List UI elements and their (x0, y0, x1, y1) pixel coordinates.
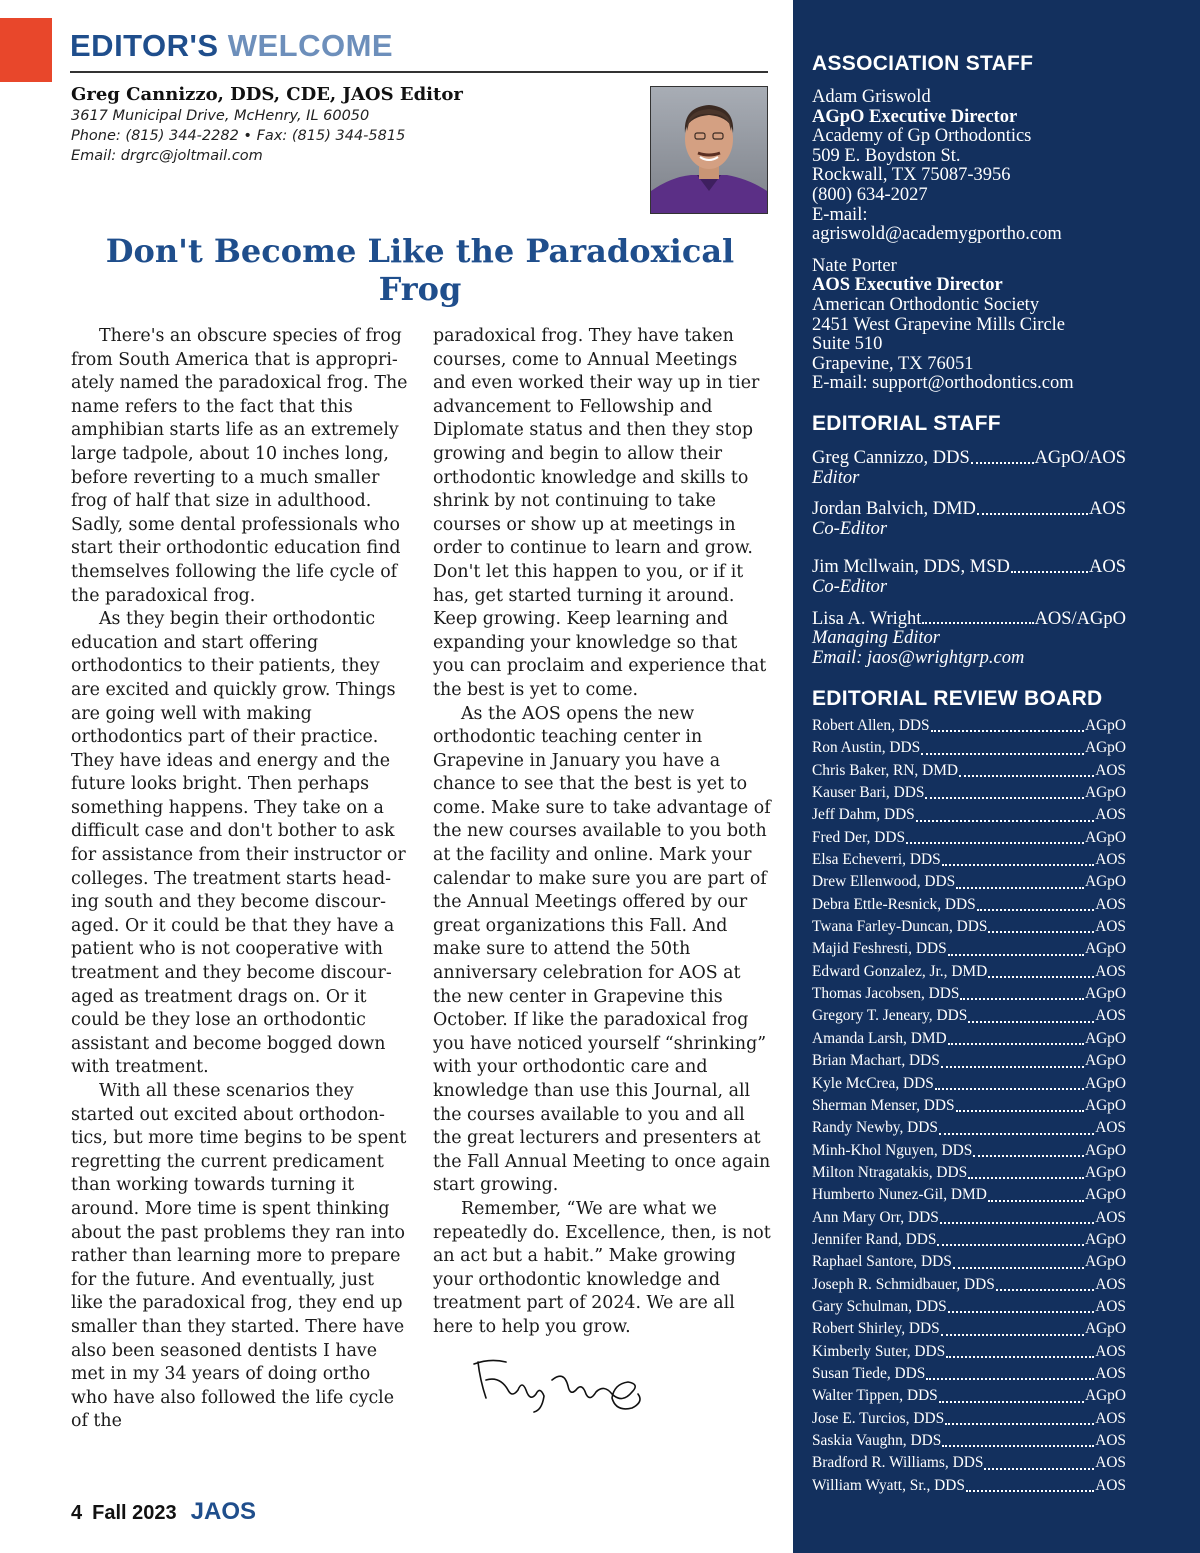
review-board-org: AGpO (1084, 717, 1126, 734)
review-board-row (812, 895, 1126, 917)
article-paragraph: As the AOS opens the new orthodontic teaching center in Grapevine in January you have a chance to see that the best is yet to come. Make sure to take advantage of the new courses available to you both at the facility and online. Mark your calendar to make sure you are part of the Annual Meetings offered by our great organizations this Fall. And make sure to attend the 50th anniversary celebration for AOS at the new center in Grapevine this October. If like the paradoxical frog you have noticed yourself “shrinking” with your orthodontic care and knowledge than use this Journal, all the courses available to you and all the great lecturers and presenters at the Fall Annual Meeting to once again start growing. (433, 703, 771, 1196)
review-board-name: Brian Machart, DDS (812, 1052, 940, 1070)
dot-leader (984, 1453, 1094, 1469)
review-board-name: Majid Feshresti, DDS (812, 940, 947, 958)
dot-leader (945, 1409, 1094, 1425)
review-board-name: Fred Der, DDS (812, 828, 905, 846)
editorial-name: Greg Cannizzo, DDS (812, 448, 970, 468)
section-title-word1: EDITOR'S (70, 28, 219, 63)
review-board-row (812, 1297, 1126, 1319)
review-board-org: AGpO (1084, 739, 1126, 757)
review-board-name: Sherman Menser, DDS (812, 1096, 955, 1114)
page-footer (71, 1498, 256, 1526)
review-board-org: AGpO (1084, 1186, 1126, 1204)
agpo-email: agriswold@academygportho.com (812, 224, 1062, 245)
review-board-row (812, 917, 1126, 939)
section-title-word2: WELCOME (227, 28, 394, 63)
review-board-name: Drew Ellenwood, DDS (812, 873, 956, 891)
editorial-name: Lisa A. Wright (812, 608, 922, 629)
review-board-org: AGpO (1084, 1096, 1126, 1114)
review-board-name: Susan Tiede, DDS (812, 1364, 926, 1382)
review-board-row (812, 1096, 1126, 1118)
association-staff-heading: ASSOCIATION STAFF (812, 52, 1034, 75)
agpo-name: Adam Griswold (812, 87, 931, 107)
review-board-name: Ron Austin, DDS (812, 739, 921, 757)
article-paragraph: paradoxical frog. They have taken courses, come to Annual Meetings and even worked their way up in tier advancement to Fellowship and Diplomate status and then they stop growing and begin to allow their orthodontic knowledge and skills to shrink by not continuing to take courses or show up at meetings in order to continue to learn and grow. Don't let this happen to you, or if it has, get started turning it around. Keep growing. Keep learning and expanding your knowledge so that you can proclaim and experience that the best is yet to come. (433, 326, 767, 700)
dot-leader (941, 1051, 1084, 1067)
review-board-name: Elsa Echeverri, DDS (812, 851, 941, 869)
review-board-org: AOS (1095, 918, 1126, 936)
review-board-org: AOS (1095, 1297, 1126, 1315)
review-board-row (812, 1252, 1126, 1274)
editorial-entry (812, 449, 1132, 488)
dot-leader (960, 984, 1083, 1000)
editorial-role: Co-Editor (812, 576, 888, 597)
dot-leader (941, 1319, 1084, 1335)
article-paragraph: As they begin their orthodontic education and start offering orthodontics to their patients, they are excited and quickly grow. Things are going well with making orthodontics part of their practice. They have ideas and energy and the future looks bright. Then perhaps something happens. They take on a difficult case and don't bother to ask for assistance from their instructor or colleges. The treatment starts heading south and they become discouraged. Or it could be that they have a patient who is not cooperative with treatment and they become discouraged as treatment drags on. Or it could be they lose an orthodontic assistant and become bogged down with treatment. (71, 609, 406, 1078)
staff-sidebar (793, 0, 1200, 1553)
dot-leader (935, 1074, 1084, 1090)
review-board-name: Ann Mary Orr, DDS (812, 1208, 939, 1226)
association-staff (812, 52, 1132, 394)
dot-leader (948, 939, 1084, 955)
aos-email: E-mail: support@orthodontics.com (812, 373, 1074, 394)
review-board-name: Saskia Vaughn, DDS (812, 1432, 942, 1449)
review-board-name: Kyle McCrea, DDS (812, 1074, 934, 1092)
review-board-row (812, 962, 1126, 984)
review-board-org: AOS (1095, 1476, 1126, 1494)
aos-street: 2451 West Grapevine Mills Circle (812, 314, 1066, 335)
review-board-org: AGpO (1084, 1320, 1126, 1338)
dot-leader (968, 1006, 1094, 1022)
editorial-org: AGpO/AOS (1034, 448, 1126, 468)
dot-leader (931, 716, 1084, 732)
review-board-row (812, 1319, 1126, 1341)
dot-leader (953, 1252, 1084, 1268)
review-board-row (812, 1185, 1126, 1207)
review-board-row (812, 1364, 1126, 1386)
dot-leader (948, 1297, 1095, 1313)
review-board-row (812, 783, 1126, 805)
article-column-1 (71, 325, 411, 1434)
review-board-name: Robert Shirley, DDS (812, 1320, 940, 1338)
review-board-name: Twana Farley-Duncan, DDS (812, 918, 988, 936)
dot-leader (926, 1364, 1094, 1380)
agpo-email-label: E-mail: (812, 204, 868, 225)
dot-leader (977, 895, 1095, 911)
editor-email: Email: drgrc@joltmail.com (71, 148, 263, 164)
article-paragraph: With all these scenarios they started out excited about orthodontics, but more time begins to be spent regretting the current predicament than working towards turning it around. More time is spent thinking about the past problems they ran into rather than learning more to prepare for the future. And eventually, just like the paradoxical frog, they end up smaller than they started. There have also been seasoned dentists I have met in my 34 years of doing ortho who have also followed the life cycle of the (71, 1081, 407, 1432)
review-board-row (812, 1208, 1126, 1230)
dot-leader (966, 1476, 1094, 1492)
editor-signature (472, 1350, 647, 1420)
editor-phone: Phone: (815) 344-2282 • Fax: (815) 344-5815 (71, 128, 406, 144)
review-board-name: Gregory T. Jeneary, DDS (812, 1007, 968, 1025)
review-board-name: Kauser Bari, DDS (812, 784, 925, 802)
review-board-row (812, 1163, 1126, 1185)
review-board-name: Jennifer Rand, DDS (812, 1230, 937, 1248)
dot-leader (939, 1386, 1084, 1402)
review-board-org: AGpO (1084, 1230, 1126, 1248)
review-board-org: AGpO (1084, 784, 1126, 802)
aos-suite: Suite 510 (812, 334, 883, 355)
review-board-name: Gary Schulman, DDS (812, 1297, 947, 1315)
article-paragraph: There's an obscure species of frog from South America that is appropriately named the paradoxical frog. The name refers to the fact that this amphibian starts life as an extremely large tadpole, about 10 inches long, before reverting to a much smaller frog of half that size in adulthood. Sadly, some dental professionals who start their orthodontic education find themselves following the life cycle of the paradoxical frog. (71, 326, 408, 606)
review-board-org: AOS (1095, 895, 1126, 913)
editorial-name: Jim Mcllwain, DDS, MSD (812, 557, 1010, 578)
editorial-entry (812, 500, 1132, 539)
review-board-name: Raphael Santore, DDS (812, 1253, 952, 1271)
editorial-name: Jordan Balvich, DMD (812, 499, 976, 520)
editorial-org: AOS/AGpO (1034, 608, 1126, 629)
dot-leader (940, 1208, 1094, 1224)
review-board-name: Edward Gonzalez, Jr., DMD (812, 962, 988, 980)
agpo-title: AGpO Executive Director (812, 106, 1018, 127)
review-board-row (812, 761, 1126, 783)
review-board-name: Jose E. Turcios, DDS (812, 1409, 945, 1427)
review-board-name: Minh-Khol Nguyen, DDS (812, 1141, 973, 1159)
journal-name: JAOS (190, 1498, 256, 1525)
review-board-name: Debra Ettle-Resnick, DDS (812, 895, 976, 913)
review-board-org: AGpO (1084, 985, 1126, 1003)
dot-leader (956, 872, 1084, 888)
editor-address: 3617 Municipal Drive, McHenry, IL 60050 (71, 108, 370, 124)
review-board-name: Amanda Larsh, DMD (812, 1029, 947, 1047)
review-board-row (812, 1275, 1126, 1297)
editorial-email: Email: jaos@wrightgrp.com (812, 647, 1025, 668)
editorial-entry (812, 610, 1132, 669)
review-board-name: Robert Allen, DDS (812, 717, 930, 734)
aos-city: Grapevine, TX 76051 (812, 353, 974, 374)
review-board-row (812, 1476, 1126, 1498)
review-board-name: Humberto Nunez-Gil, DMD (812, 1186, 987, 1204)
review-board-row (812, 1006, 1126, 1028)
review-board-org: AGpO (1084, 940, 1126, 958)
dot-leader (921, 738, 1084, 754)
section-accent-block (0, 18, 52, 82)
review-board-org: AOS (1095, 1275, 1126, 1293)
editor-photo (650, 86, 768, 214)
review-board-org: AGpO (1084, 1253, 1126, 1271)
dot-leader (956, 1096, 1084, 1112)
editorial-role: Co-Editor (812, 518, 888, 539)
review-board-name: Walter Tippen, DDS (812, 1387, 938, 1405)
dot-leader (973, 1141, 1084, 1157)
review-board-row (812, 738, 1126, 760)
review-board-row (812, 1409, 1126, 1431)
dot-leader (988, 1185, 1084, 1201)
aos-name: Nate Porter (812, 255, 897, 276)
review-board-list (812, 716, 1126, 1498)
review-board-name: Milton Ntragatakis, DDS (812, 1163, 968, 1181)
review-board-name: Bradford R. Williams, DDS (812, 1454, 984, 1472)
review-board-row (812, 939, 1126, 961)
review-board-org: AOS (1095, 806, 1126, 824)
review-board-org: AOS (1095, 761, 1126, 779)
dot-leader (916, 805, 1094, 821)
editorial-staff-heading: EDITORIAL STAFF (812, 412, 1001, 435)
article-paragraph: Remember, “We are what we repeatedly do. Excellence, then, is not an act but a habit.” Make growing your orthodontic knowledge and treatment part of 2024. We are all here to help you grow. (433, 1198, 771, 1337)
review-board-org: AGpO (1084, 1074, 1126, 1092)
review-board-row (812, 1051, 1126, 1073)
agpo-phone: (800) 634-2027 (812, 184, 928, 205)
editorial-role: Editor (812, 467, 860, 488)
dot-leader (937, 1230, 1084, 1246)
header-divider (70, 71, 768, 73)
aos-title: AOS Executive Director (812, 275, 1003, 296)
article-column-2 (433, 325, 773, 1340)
dot-leader (942, 1431, 1094, 1447)
review-board-org: AOS (1095, 1007, 1126, 1025)
review-board-name: Jeff Dahm, DDS (812, 806, 915, 824)
review-board-row (812, 1141, 1126, 1163)
review-board-name: Randy Newby, DDS (812, 1119, 938, 1137)
review-board-org: AOS (1095, 851, 1126, 869)
review-board-row (812, 1453, 1126, 1475)
editorial-role: Managing Editor (812, 628, 940, 649)
review-board-org: AGpO (1084, 873, 1126, 891)
editor-name: Greg Cannizzo, DDS, CDE, JAOS Editor (71, 84, 463, 105)
dot-leader (988, 917, 1094, 933)
review-board-org: AOS (1095, 1364, 1126, 1382)
review-board-row (812, 716, 1126, 738)
dot-leader (968, 1163, 1084, 1179)
review-board-org: AOS (1095, 1208, 1126, 1226)
review-board-org: AGpO (1084, 1163, 1126, 1181)
dot-leader (948, 1029, 1084, 1045)
agpo-street: 509 E. Boydston St. (812, 145, 961, 166)
editorial-org: AOS (1088, 499, 1126, 520)
review-board-name: Joseph R. Schmidbauer, DDS (812, 1275, 995, 1293)
review-board-row (812, 828, 1126, 850)
review-board-org: AGpO (1084, 1052, 1126, 1070)
review-board-name: Kimberly Suter, DDS (812, 1342, 946, 1360)
review-board-heading: EDITORIAL REVIEW BOARD (812, 687, 1103, 710)
review-board-org: AOS (1095, 1432, 1126, 1449)
agpo-city: Rockwall, TX 75087-3956 (812, 165, 1011, 186)
dot-leader (996, 1275, 1094, 1291)
editor-contact (71, 84, 631, 166)
review-board-org: AGpO (1084, 1387, 1126, 1405)
review-board-name: William Wyatt, Sr., DDS (812, 1476, 965, 1494)
dot-leader (906, 828, 1084, 844)
agpo-org: Academy of Gp Orthodontics (812, 126, 1032, 147)
dot-leader (959, 761, 1094, 777)
review-board-row (812, 1074, 1126, 1096)
review-board-org: AGpO (1084, 1141, 1126, 1159)
review-board-row (812, 1386, 1126, 1408)
dot-leader (946, 1342, 1094, 1358)
review-board-org: AGpO (1084, 828, 1126, 846)
review-board-org: AOS (1095, 1409, 1126, 1427)
review-board-row (812, 805, 1126, 827)
editorial-entry (812, 558, 1132, 597)
review-board-row (812, 1230, 1126, 1252)
dot-leader (925, 783, 1084, 799)
aos-org: American Orthodontic Society (812, 294, 1040, 315)
dot-leader (939, 1118, 1094, 1134)
review-board-row (812, 1431, 1126, 1453)
review-board-org: AGpO (1084, 1029, 1126, 1047)
issue-label: Fall 2023 (92, 1502, 177, 1524)
editorial-org: AOS (1088, 557, 1126, 578)
editorial-staff (812, 412, 1132, 668)
review-board-name: Chris Baker, RN, DMD (812, 761, 959, 779)
review-board-org: AOS (1095, 962, 1126, 980)
review-board-name: Thomas Jacobsen, DDS (812, 985, 960, 1003)
review-board-row (812, 984, 1126, 1006)
review-board-row (812, 1118, 1126, 1140)
page-number: 4 (71, 1502, 83, 1524)
review-board-row (812, 850, 1126, 872)
review-board-org: AOS (1095, 1119, 1126, 1137)
dot-leader (988, 962, 1094, 978)
review-board-row (812, 1029, 1126, 1051)
review-board-org: AOS (1095, 1454, 1126, 1472)
review-board-row (812, 872, 1126, 894)
review-board-org: AOS (1095, 1342, 1126, 1360)
dot-leader (942, 850, 1095, 866)
review-board-row (812, 1342, 1126, 1364)
section-title (70, 28, 393, 64)
article-title: Don't Become Like the Paradoxical Frog (105, 232, 735, 308)
